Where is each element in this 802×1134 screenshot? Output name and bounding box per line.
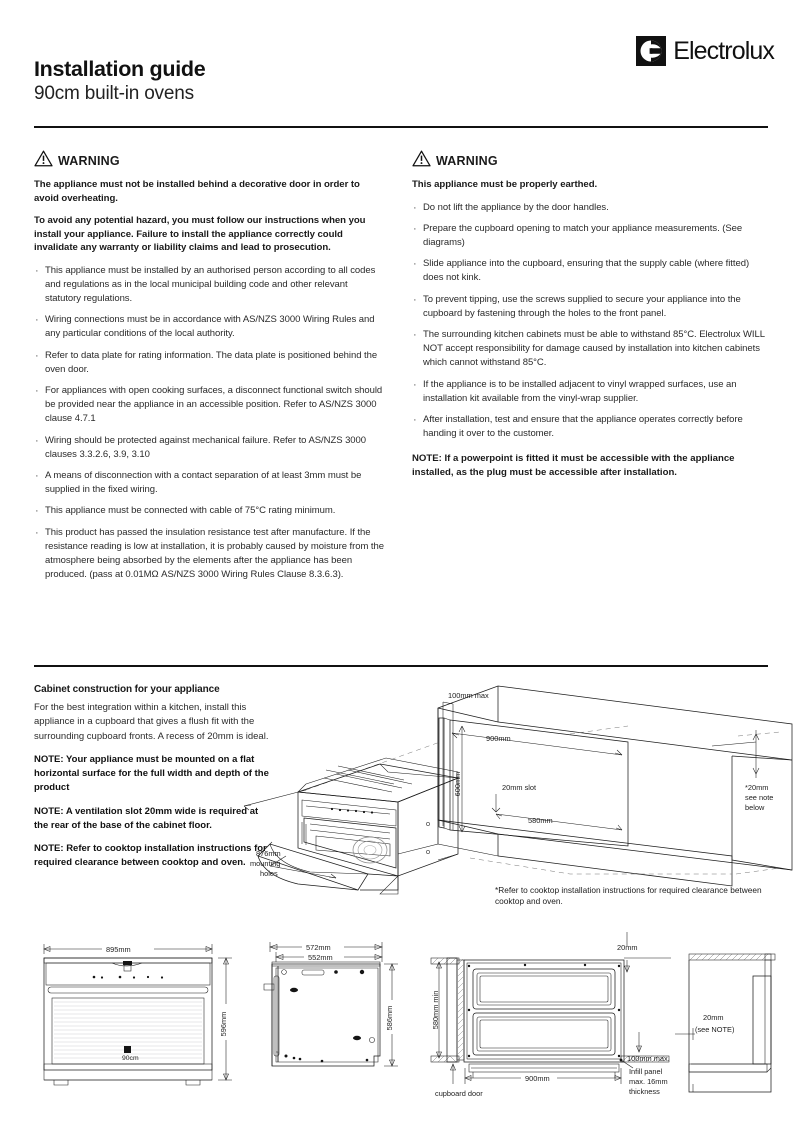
dim-opening-height-min (431, 962, 442, 1058)
label-recess-detail-2: (see NOTE) (695, 1025, 735, 1034)
page-title: Installation guide (34, 57, 206, 81)
dim-side-outer-depth (270, 942, 382, 952)
label-cupboard-door: cupboard door (435, 1089, 483, 1098)
list-item: · Wiring should be protected against mechanical failure. Refer to AS/NZS 3000 clauses 3.3.2.6, 3.9, 3.10 (34, 434, 386, 462)
list-item: · Wiring connections must be in accordance with AS/NZS 3000 Wiring Rules and any particular conditions of the local authority. (34, 313, 386, 341)
warning-heading-right: WARNING (436, 153, 498, 168)
label-top-clearance: 100mm max (448, 691, 489, 700)
oven-section-body (464, 960, 624, 1078)
warning-triangle-icon (34, 150, 53, 167)
dim-opening-width (452, 733, 622, 755)
dim-section-width (465, 1068, 621, 1084)
cabinet-note: NOTE: Your appliance must be mounted on a flat horizontal surface for the full width and depth of the product (34, 753, 269, 794)
page-subtitle: 90cm built-in ovens (34, 82, 194, 104)
label-opening-width: 900mm (486, 734, 511, 743)
warning-triangle-icon (412, 150, 431, 167)
warning-header-right (412, 150, 768, 167)
list-item: · Do not lift the appliance by the door handles. (412, 201, 768, 215)
list-item: · The surrounding kitchen cabinets must be able to withstand 85°C. Electrolux WILL NOT accept responsibility for damage caused by installation into kitchen cabinets which cannot withstand 85°C. (412, 328, 768, 370)
dim-recess-detail (675, 1013, 734, 1040)
recess-detail-drawing (675, 928, 795, 1108)
dim-mounting-holes (244, 790, 336, 878)
header-divider (34, 126, 768, 128)
warning-column-right (412, 150, 768, 480)
list-item: · Slide appliance into the cupboard, ensuring that the supply cable (where fitted) does not kink. (412, 257, 768, 285)
cabinet-construction-section (34, 684, 272, 880)
callout-infill-panel (620, 1059, 668, 1096)
label-top-gap: 20mm (617, 943, 638, 952)
isometric-installation-diagram (240, 678, 792, 918)
label-recess-detail-1: 20mm (703, 1013, 724, 1022)
label-infill-1: Infill panel (629, 1067, 663, 1076)
cabinet-note: NOTE: A ventilation slot 20mm wide is required at the rear of the base of the cabinet floor. (34, 805, 259, 831)
warning-bullet-list-left (34, 264, 386, 582)
cupboard-door-panel (447, 958, 464, 1062)
warning-header-left (34, 150, 386, 167)
dim-bottom-gap (627, 1032, 670, 1063)
oven-fan (353, 837, 387, 863)
oven-side-body (264, 962, 380, 1066)
oven-unit-isometric (258, 758, 458, 894)
label-mounting-holes-2: mounting (250, 859, 281, 868)
label-bottom-gap: 100mm max. (627, 1054, 670, 1063)
warning-bullet-list-right (412, 201, 768, 441)
cabinet-structure-hatch (431, 958, 669, 1062)
brand-lockup (636, 36, 774, 66)
oven-section-view-drawing (425, 928, 675, 1108)
mounting-hole-icon (426, 850, 429, 853)
oven-front-body (44, 958, 212, 1085)
label-recess-line2: see note (745, 793, 774, 802)
label-side-height: 586mm (385, 1005, 394, 1031)
list-item: · This appliance must be connected with cable of 75°C rating minimum. (34, 504, 386, 518)
label-side-inner-depth: 552mm (308, 953, 333, 962)
electrolux-logo-icon (636, 36, 666, 66)
dim-front-width (44, 944, 212, 954)
warning-heading-left: WARNING (58, 153, 120, 168)
isometric-footnote: *Refer to cooktop installation instructions for required clearance between cooktop and oven. (495, 885, 762, 907)
list-item: · For appliances with open cooking surfaces, a disconnect functional switch should be provided near the appliance in an accessible position. Refer to AS/NZS 3000 clause 4.7.1 (34, 384, 386, 426)
list-item: · Refer to data plate for rating information. The data plate is positioned behind the oven door. (34, 349, 386, 377)
oven-front-view-drawing (34, 928, 254, 1108)
cabinet-carcass (438, 686, 792, 886)
label-section-width: 900mm (525, 1074, 550, 1083)
warning-column-left (34, 150, 386, 589)
recess-worktop (689, 954, 775, 960)
label-opening-height-min: 580mm min (431, 990, 440, 1030)
label-opening-height: 600mm (453, 771, 462, 797)
list-item: · If the appliance is to be installed adjacent to vinyl wrapped surfaces, use an installation kit available from the vinyl-wrap supplier. (412, 378, 768, 406)
dim-opening-depth (496, 814, 622, 830)
label-front-height: 596mm (219, 1011, 228, 1037)
label-recess-line3: below (745, 803, 765, 812)
cabinet-note: NOTE: Refer to cooktop installation instructions for required clearance between cooktop and oven. (34, 843, 267, 869)
list-item: · This appliance must be installed by an authorised person according to all codes and regulations as in the local municipal building code and other relevant statutory regulations. (34, 264, 386, 306)
brand-name: Electrolux (673, 36, 774, 65)
title-block (34, 58, 205, 104)
label-front-width: 895mm (106, 945, 131, 954)
label-vent-slot: 20mm slot (502, 783, 537, 792)
page-header (0, 0, 802, 130)
callout-cupboard-door (435, 1064, 483, 1098)
list-item: · To prevent tipping, use the screws supplied to secure your appliance into the cupboard by fastening through the holes to the front panel. (412, 293, 768, 321)
svg-text:90cm: 90cm (122, 1055, 139, 1062)
list-item: · This product has passed the insulation resistance test after manufacture. If the resistance reading is low at installation, it is probably caused by moisture from the atmosphere being absorbed by the elements after the appliance has been produced. (pass at 0.01MΩ AS/NZS 3000 Wiring Rules Clause 8.3.6.3). (34, 526, 386, 582)
dim-vent-slot (492, 783, 536, 812)
cabinet-section-heading: Cabinet construction for your appliance (34, 684, 220, 695)
warning-bold-paragraph: To avoid any potential hazard, you must follow our instructions when you install your appliance. Failure to install the appliance correctly could invalidate any warranty or liability claims and lead to prosecution. (34, 215, 366, 254)
front-panel-markers (93, 976, 163, 979)
cabinet-section-intro: For the best integration within a kitchen, install this appliance in a cupboard that gives a flush fit with the surrounding cupboard fronts. A recess of 20mm is ideal. (34, 702, 269, 742)
label-opening-depth: 580mm (528, 816, 553, 825)
list-item: · After installation, test and ensure that the appliance operates correctly before handing it over to the customer. (412, 413, 768, 441)
mounting-hole-icon (426, 822, 429, 825)
powerpoint-note: NOTE: If a powerpoint is fitted it must be accessible with the appliance installed, as the plug must be accessible after installation. (412, 452, 735, 478)
list-item: · Prepare the cupboard opening to match your appliance measurements. (See diagrams) (412, 222, 768, 250)
label-mounting-holes-3: holes (260, 869, 278, 878)
label-infill-2: max. 16mm (629, 1077, 668, 1086)
label-recess-line1: *20mm (745, 783, 769, 792)
oven-side-view-drawing (262, 928, 412, 1108)
dim-side-inner-depth (276, 952, 382, 962)
dim-recess (712, 730, 773, 812)
section-divider (34, 665, 768, 667)
dim-top-gap (617, 932, 671, 972)
warning-bold-paragraph: The appliance must not be installed behind a decorative door in order to avoid overheating. (34, 179, 360, 204)
label-side-outer-depth: 572mm (306, 943, 331, 952)
label-infill-3: thickness (629, 1087, 660, 1096)
dim-front-height (218, 958, 232, 1080)
warning-bold-paragraph: This appliance must be properly earthed. (412, 179, 598, 190)
label-mounting-holes-1: 876mm (256, 849, 281, 858)
list-item: · A means of disconnection with a contact separation of at least 3mm must be supplied in the fixed wiring. (34, 469, 386, 497)
dim-side-height (384, 964, 398, 1066)
